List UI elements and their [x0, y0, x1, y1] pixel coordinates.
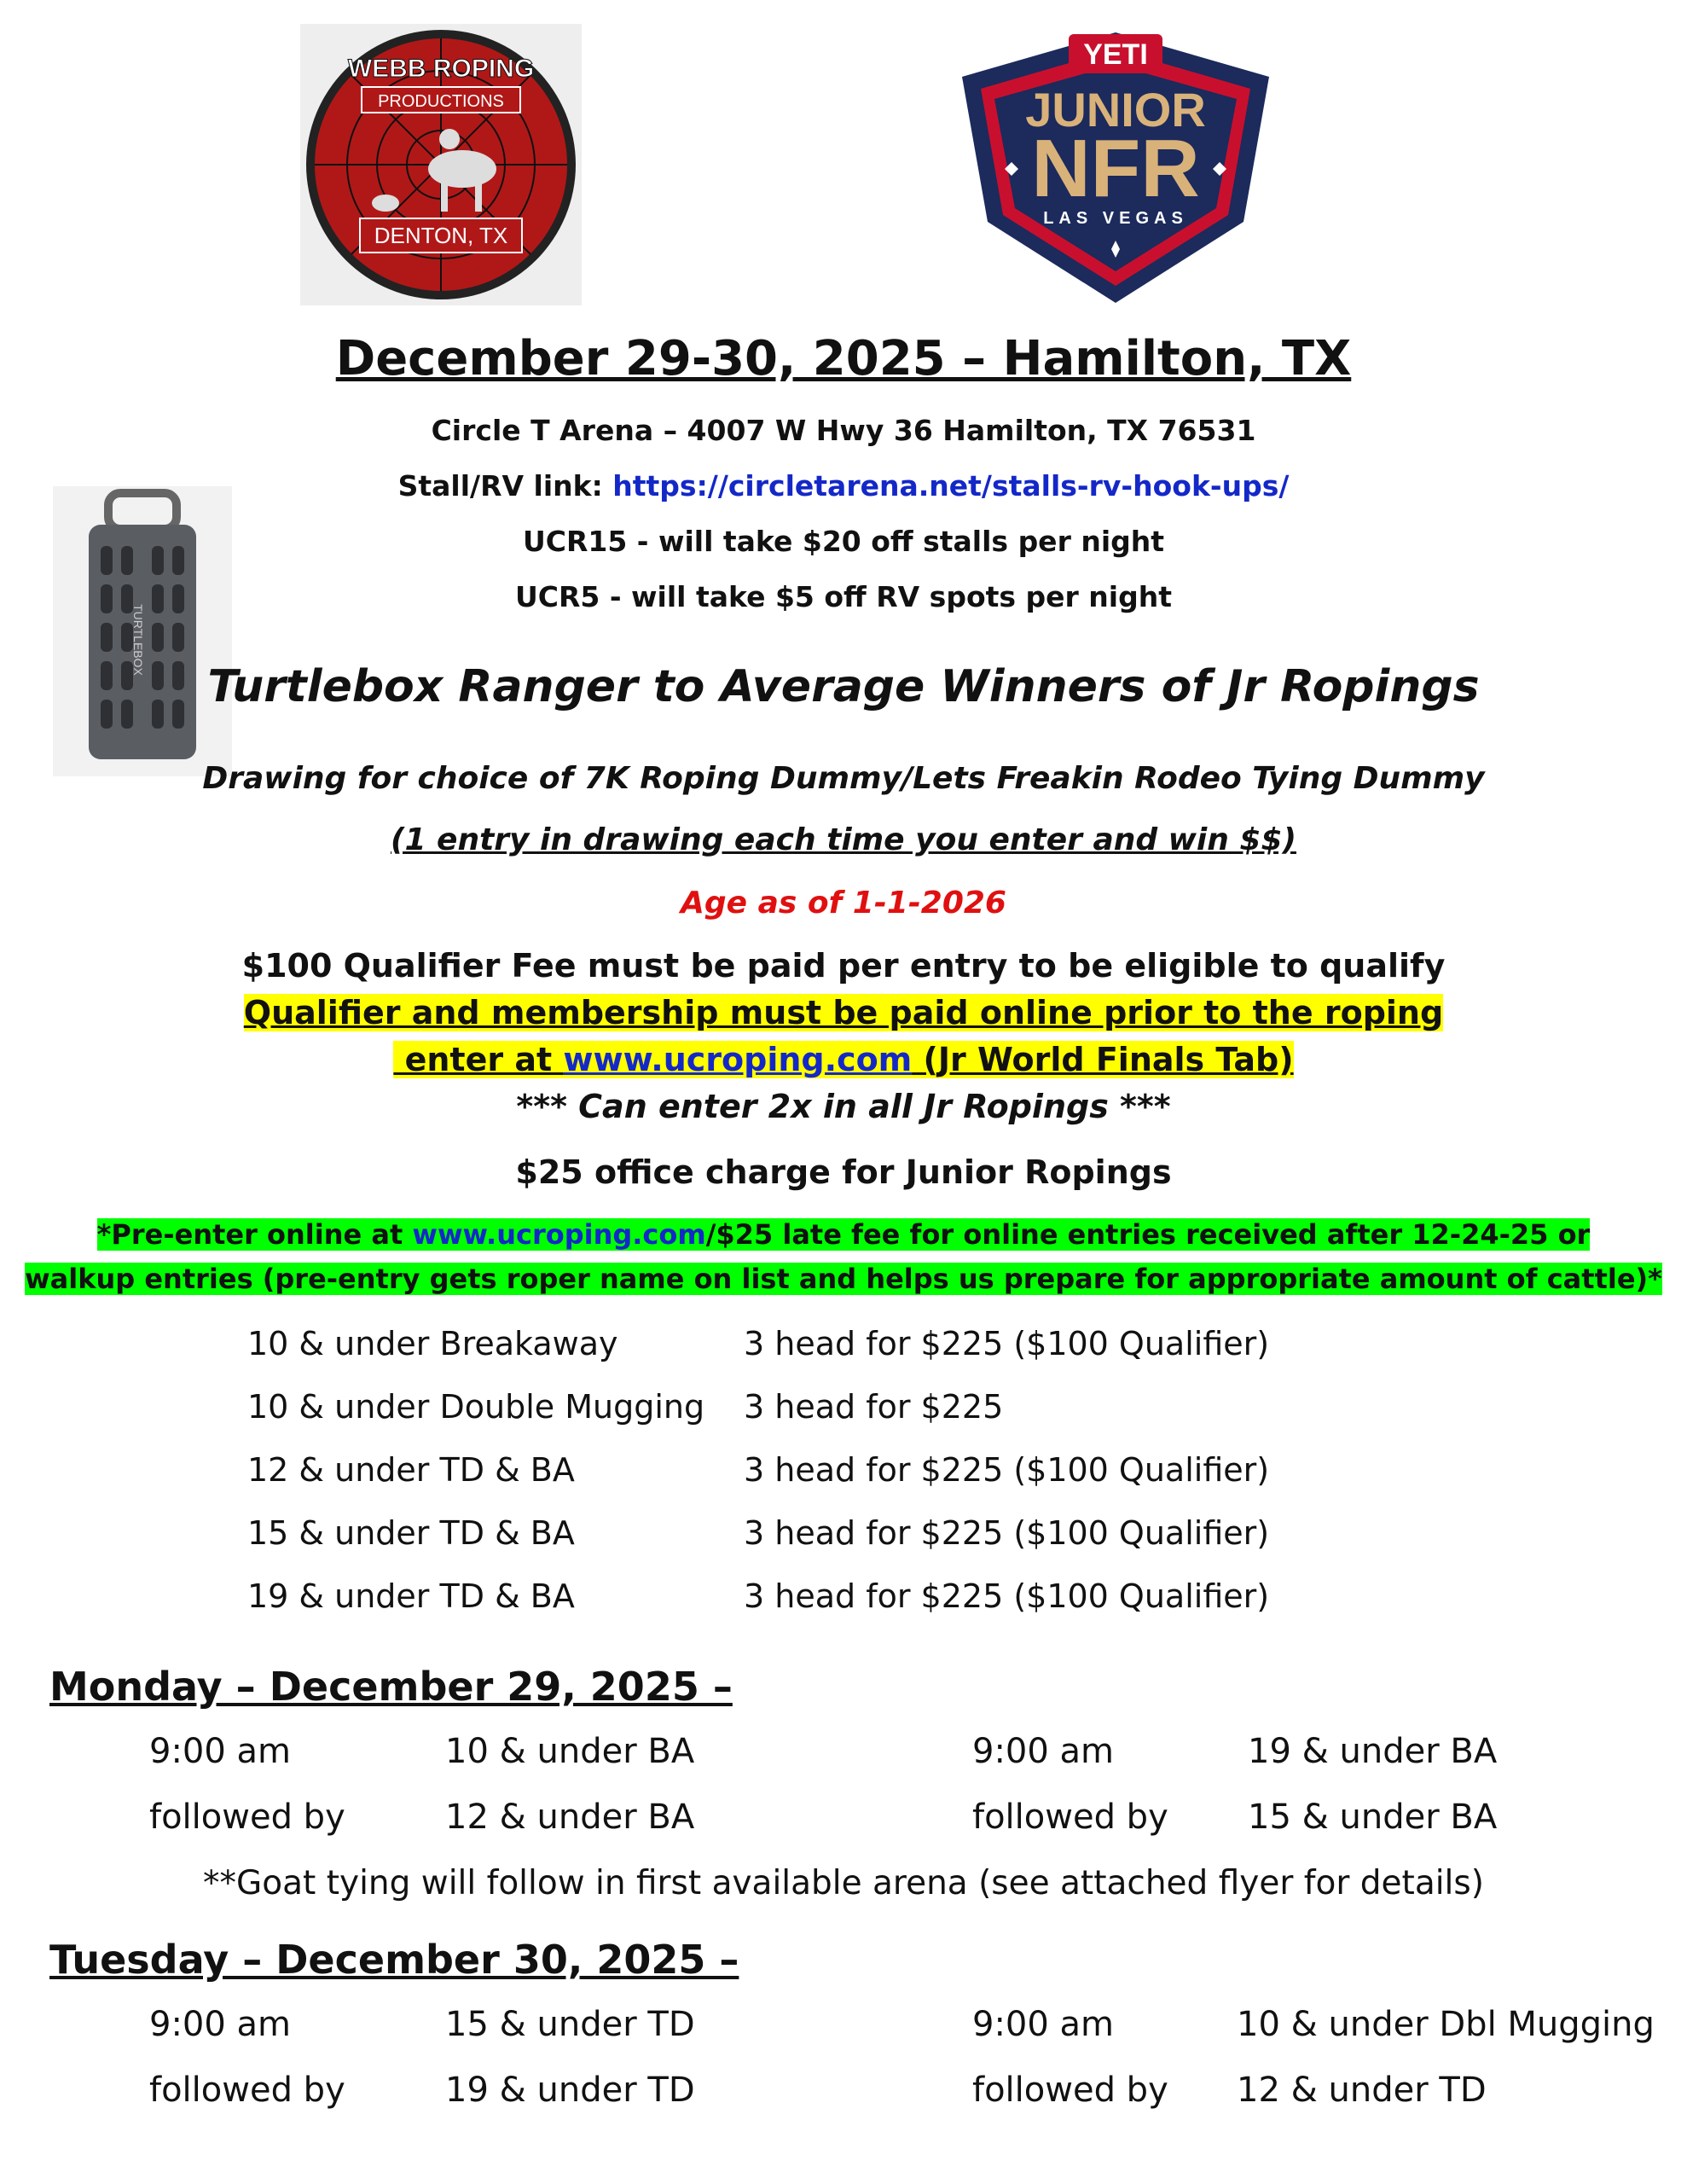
preentry-post: /$25 late fee for online entries received after 12-24-25 or [705, 1218, 1591, 1251]
schedule-time: followed by [972, 1798, 1168, 1837]
enter-at-post: (Jr World Finals Tab) [912, 1041, 1294, 1078]
stall-discount-code: UCR15 - will take $20 off stalls per night [522, 525, 1165, 558]
preentry-text-2: walkup entries (pre-entry gets roper name on list and helps us prepare for appropriate amount of cattle)* [25, 1263, 1662, 1295]
turtlebox-prize: Turtlebox Ranger to Average Winners of Jr Ropings [207, 661, 1480, 712]
rv-discount-code: UCR5 - will take $5 off RV spots per night [515, 580, 1172, 613]
enter-at-line [0, 1041, 1687, 1078]
preentry-link[interactable]: www.ucroping.com [412, 1218, 706, 1251]
stall-rv-link[interactable]: https://circletarena.net/stalls-rv-hook-ups/ [612, 469, 1290, 502]
preentry-line-1 [0, 1218, 1687, 1251]
drawing-note: (1 entry in drawing each time you enter and win $$) [391, 822, 1296, 857]
preentry-highlight-1 [97, 1218, 1591, 1251]
schedule-time: 9:00 am [149, 2005, 292, 2044]
svg-text:LAS VEGAS: LAS VEGAS [1043, 209, 1188, 228]
schedule-time: followed by [149, 1798, 345, 1837]
can-enter-note: *** Can enter 2x in all Jr Ropings *** [516, 1088, 1171, 1125]
schedule-event: 19 & under BA [1248, 1732, 1498, 1771]
qualifier-fee: $100 Qualifier Fee must be paid per entry to be eligible to qualify [241, 947, 1446, 985]
office-charge: $25 office charge for Junior Ropings [515, 1153, 1172, 1191]
ucroping-link[interactable]: www.ucroping.com [563, 1041, 913, 1078]
preentry-line-2 [0, 1263, 1687, 1295]
svg-text:DENTON, TX: DENTON, TX [374, 223, 508, 248]
drawing-text: Drawing for choice of 7K Roping Dummy/Lets Freakin Rodeo Tying Dummy [202, 761, 1485, 796]
schedule-event: 15 & under BA [1248, 1798, 1498, 1837]
event-price: 3 head for $225 [744, 1388, 1004, 1426]
yeti-junior-nfr-logo [945, 26, 1286, 307]
event-name: 10 & under Breakaway [247, 1325, 618, 1362]
event-name: 19 & under TD & BA [247, 1577, 575, 1615]
schedule-time: 9:00 am [972, 1732, 1115, 1771]
stall-rv-line [0, 469, 1687, 502]
svg-text:YETI: YETI [1083, 38, 1148, 71]
svg-text:TURTLEBOX: TURTLEBOX [131, 604, 145, 676]
svg-text:WEBB ROPING: WEBB ROPING [347, 55, 535, 83]
svg-text:NFR: NFR [1031, 123, 1200, 214]
enter-at-pre: enter at [393, 1041, 564, 1078]
event-price: 3 head for $225 ($100 Qualifier) [744, 1577, 1270, 1615]
event-name: 15 & under TD & BA [247, 1514, 575, 1552]
preentry-pre: *Pre-enter online at [96, 1218, 413, 1251]
svg-text:PRODUCTIONS: PRODUCTIONS [378, 92, 504, 111]
event-price: 3 head for $225 ($100 Qualifier) [744, 1514, 1270, 1552]
schedule-time: followed by [149, 2071, 345, 2110]
schedule-event: 10 & under BA [445, 1732, 695, 1771]
qualifier-online-line [0, 994, 1687, 1031]
event-title: December 29-30, 2025 – Hamilton, TX [335, 331, 1352, 386]
schedule-event: 12 & under TD [1237, 2071, 1487, 2110]
event-name: 12 & under TD & BA [247, 1451, 575, 1489]
schedule-event: 10 & under Dbl Mugging [1237, 2005, 1655, 2044]
schedule-event: 15 & under TD [445, 2005, 695, 2044]
monday-heading: Monday – December 29, 2025 – [49, 1664, 733, 1710]
age-cutoff: Age as of 1-1-2026 [681, 886, 1006, 921]
schedule-time: 9:00 am [149, 1732, 292, 1771]
venue-address: Circle T Arena – 4007 W Hwy 36 Hamilton, TX 76531 [431, 414, 1256, 447]
schedule-event: 19 & under TD [445, 2071, 695, 2110]
tuesday-heading: Tuesday – December 30, 2025 – [49, 1937, 739, 1983]
enter-at-highlight [393, 1041, 1293, 1078]
schedule-event: 12 & under BA [445, 1798, 695, 1837]
stall-rv-label: Stall/RV link: [397, 469, 613, 502]
goat-tying-note: **Goat tying will follow in first available arena (see attached flyer for details) [203, 1864, 1484, 1902]
event-price: 3 head for $225 ($100 Qualifier) [744, 1325, 1270, 1362]
schedule-time: followed by [972, 2071, 1168, 2110]
svg-text:JUNIOR: JUNIOR [1025, 83, 1206, 136]
qualifier-online-text: Qualifier and membership must be paid online prior to the roping [243, 994, 1444, 1031]
event-price: 3 head for $225 ($100 Qualifier) [744, 1451, 1270, 1489]
schedule-time: 9:00 am [972, 2005, 1115, 2044]
event-name: 10 & under Double Mugging [247, 1388, 705, 1426]
webb-roping-logo [300, 24, 582, 305]
